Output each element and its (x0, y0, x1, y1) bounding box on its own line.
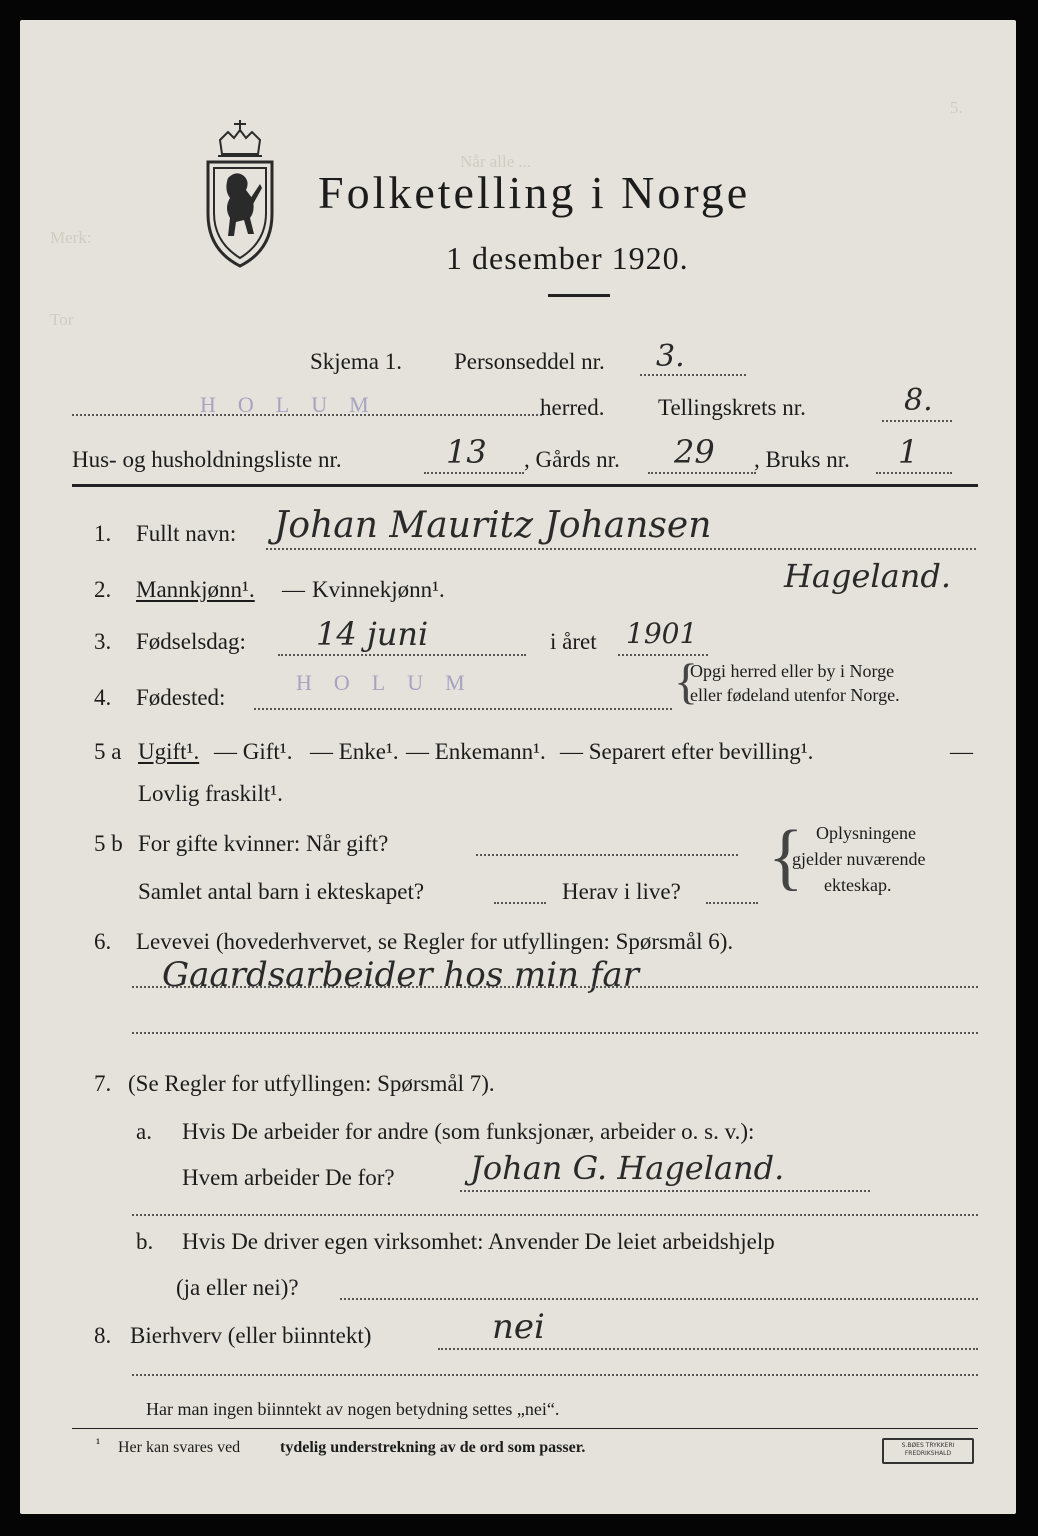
gards-value[interactable]: 29 (674, 433, 715, 471)
census-form: 5. Når alle ... Merk: Tor Folketelling i Norge 1 desember 1920. Skjema 1. Personseddel nr. 3. HOLUM herred. Tellingskrets nr. 8. Hus- og husholdningsliste nr. 13 , Gårds nr. 29 , Bruks nr. 1 1. Fullt navn: Johan Mauritz Johansen Hageland. 2. Mannkjønn¹. — Kvinnekjønn¹. 3. Fødselsdag: 14 juni i året 1901 4. Fødested: HOLUM { Opgi herred eller by i Norge eller fødeland utenfor Norge. 5 a Ugift¹. — Gift¹. — Enke¹. — Enkemann¹. — Separert efter bevilling¹. — Lovlig fraskilt¹. 5 b For gifte kvinner: Når gift? Samlet antal barn i ekteskapet? Herav i live? { Oplysningene gjelder nuværende ekteskap. 6. Levevei (hovederhvervet, se Regler for utfyllingen: Spørsmål 6). Gaardsarbeider hos min far 7. (Se Regler for utfyllingen: Spørsmål 7). a. Hvis De arbeider for andre (som funksjonær, arbeider o. s. v.): Hvem arbeider De for? Johan G. Hageland. b. Hvis De driver egen virksomhet: Anvender De leiet arbeidshjelp (ja eller nei)? 8. Bierhverv (eller biinntekt) nei Har man ingen biinntekt av nogen betydning settes „nei“. ¹ Her kan svares ved tydelig understrekning av de ord som passer. S.BØES TRYKKERI FREDRIKSHALD (20, 20, 1016, 1514)
q7b-line1: Hvis De driver egen virksomhet: Anvender De leiet arbeidshjelp (182, 1229, 775, 1254)
q8-label: Bierhverv (eller biinntekt) (130, 1323, 372, 1348)
q7b-line2: (ja eller nei)? (176, 1275, 299, 1300)
q3-year-label: i året (550, 629, 597, 654)
q1-value-line1[interactable]: Johan Mauritz Johansen (274, 505, 712, 546)
q5b-note-line2: gjelder nuværende (792, 849, 926, 869)
husholdningsliste-label: Hus- og husholdningsliste nr. (72, 447, 342, 472)
gards-label: , Gårds nr. (524, 447, 620, 472)
q4-brace: { (674, 653, 698, 709)
q5b-note-line3: ekteskap. (824, 875, 892, 895)
q1-value-line2[interactable]: Hageland. (784, 557, 951, 595)
q3-label: Fødselsdag: (136, 629, 246, 654)
q5b-number: 5 b (94, 831, 123, 856)
q5a-dash: — (950, 739, 973, 764)
q8-value[interactable]: nei (492, 1307, 545, 1347)
q5a-option-separert[interactable]: — Separert efter bevilling¹. (560, 739, 814, 764)
personseddel-value[interactable]: 3. (656, 339, 685, 374)
q7a-letter: a. (136, 1119, 152, 1144)
q7b-letter: b. (136, 1229, 154, 1254)
q5b-label-children: Samlet antal barn i ekteskapet? (138, 879, 425, 904)
q5b-note-line1: Oplysningene (816, 823, 916, 843)
q7a-line2: Hvem arbeider De for? (182, 1165, 395, 1190)
q6-number: 6. (94, 929, 112, 954)
q4-number: 4. (94, 685, 112, 710)
q5b-brace: { (768, 816, 804, 898)
form-title: Folketelling i Norge (318, 167, 751, 218)
q5a-option-fraskilt[interactable]: Lovlig fraskilt¹. (138, 781, 283, 806)
skjema-label: Skjema 1. (310, 349, 402, 374)
bruks-label: , Bruks nr. (754, 447, 850, 472)
q3-year-value[interactable]: 1901 (626, 617, 698, 650)
q5a-option-enkemann[interactable]: — Enkemann¹. (406, 739, 546, 764)
q6-value[interactable]: Gaardsarbeider hos min far (162, 955, 639, 995)
husholdningsliste-value[interactable]: 13 (446, 433, 487, 471)
q8-number: 8. (94, 1323, 112, 1348)
herred-label: herred. (540, 395, 605, 420)
nei-note: Har man ingen biinntekt av nogen betydning settes „nei“. (146, 1399, 560, 1419)
norwegian-coat-of-arms-icon (190, 118, 290, 270)
tellingskrets-value[interactable]: 8. (904, 383, 933, 418)
bruks-value[interactable]: 1 (898, 433, 919, 471)
personseddel-label: Personseddel nr. (454, 349, 605, 374)
herred-stamp: HOLUM (200, 392, 391, 417)
footnote-divider (72, 1428, 978, 1429)
q6-label: Levevei (hovederhvervet, se Regler for utfyllingen: Spørsmål 6). (136, 929, 734, 954)
tellingskrets-label: Tellingskrets nr. (658, 395, 806, 420)
q3-number: 3. (94, 629, 112, 654)
footnote-bold-text: tydelig understrekning av de ord som passer. (280, 1439, 586, 1456)
q5a-option-ugift[interactable]: Ugift¹. (138, 739, 200, 764)
q5b-label-when-married: For gifte kvinner: Når gift? (138, 831, 389, 856)
printer-stamp (882, 1438, 974, 1464)
title-divider (548, 294, 610, 297)
printer-stamp-text: S.BØES TRYKKERI FREDRIKSHALD (901, 1442, 955, 1457)
q7a-line1: Hvis De arbeider for andre (som funksjonær, arbeider o. s. v.): (182, 1119, 755, 1144)
q4-stamp: HOLUM (296, 670, 487, 695)
q4-label: Fødested: (136, 685, 226, 710)
q7a-value[interactable]: Johan G. Hageland. (470, 1149, 785, 1187)
q2-number: 2. (94, 577, 112, 602)
q5a-option-gift[interactable]: — Gift¹. (214, 739, 293, 764)
q4-note-line1: Opgi herred eller by i Norge (690, 661, 895, 681)
q7-number: 7. (94, 1071, 112, 1096)
q2-male-option[interactable]: Mannkjønn¹. (136, 577, 255, 602)
footnote-text: Her kan svares ved (118, 1439, 241, 1456)
q2-separator: — (282, 577, 305, 602)
q5a-option-enke[interactable]: — Enke¹. (310, 739, 399, 764)
q7-label: (Se Regler for utfyllingen: Spørsmål 7). (128, 1071, 495, 1096)
q1-number: 1. (94, 521, 112, 546)
q5b-label-alive: Herav i live? (562, 879, 681, 904)
q2-female-option[interactable]: Kvinnekjønn¹. (312, 577, 445, 602)
q4-note-line2: eller fødeland utenfor Norge. (690, 685, 900, 705)
q1-label: Fullt navn: (136, 521, 237, 546)
header-divider (72, 484, 978, 487)
q3-value[interactable]: 14 juni (316, 615, 429, 653)
footnote-mark: ¹ (96, 1437, 101, 1452)
census-date: 1 desember 1920. (446, 240, 689, 276)
q5a-number: 5 a (94, 739, 122, 764)
